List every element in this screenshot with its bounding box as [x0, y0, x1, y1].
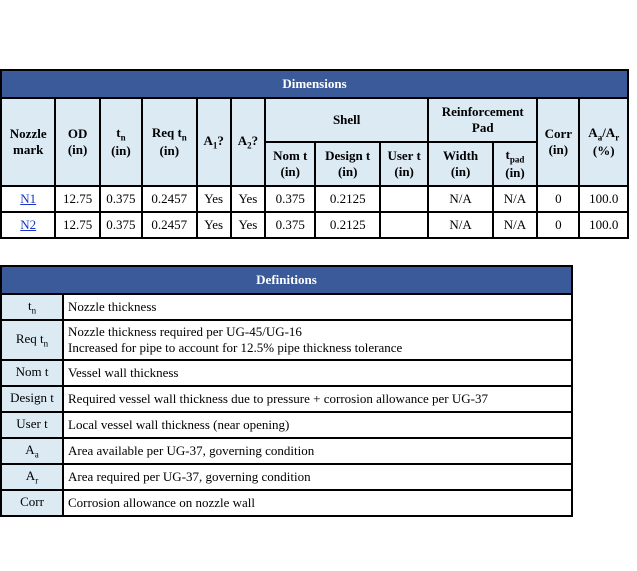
term-base: Nom t: [15, 364, 49, 380]
aa-ar-cell: 100.0: [579, 212, 628, 238]
col-reinforcement-pad: [428, 98, 537, 142]
definition-term: [1, 490, 63, 516]
table-row: [1, 186, 628, 212]
dimensions-title: Dimensions: [1, 70, 628, 98]
col-nozzle-mark-line2: mark: [13, 142, 44, 157]
a2-cell: Yes: [231, 186, 265, 212]
col-reinforcement-line1: Reinforcement: [441, 104, 524, 119]
col-tpad-base: t: [505, 147, 510, 163]
definition-term: [1, 438, 63, 464]
definition-term: [1, 360, 63, 386]
col-req-tn-unit: (in): [159, 142, 180, 158]
definition-term: [1, 320, 63, 360]
corr-cell: 0: [537, 186, 579, 212]
col-od-line1: OD: [67, 126, 88, 141]
definition-term: [1, 464, 63, 490]
definition-term: [1, 294, 63, 320]
dimensions-table: [0, 69, 629, 239]
col-user-t-line1: User t: [387, 148, 421, 163]
design-t-cell: 0.2125: [315, 212, 380, 238]
aa-ar-cell: 100.0: [579, 186, 628, 212]
definition-row: [1, 386, 572, 412]
col-a2-sub: 2: [247, 140, 252, 151]
term-sub: r: [35, 475, 39, 486]
col-design-t-line1: Design t: [325, 148, 371, 163]
col-nom-t-line2: (in): [280, 164, 300, 179]
col-aa-base: A: [588, 125, 598, 141]
definition-desc: Area required per UG-37, governing condition: [63, 464, 572, 490]
col-tpad-unit: (in): [505, 164, 525, 180]
col-aa-ar-unit: (%): [592, 142, 615, 158]
col-width: [428, 142, 493, 186]
term-base: Req t: [15, 331, 44, 347]
col-user-t-line2: (in): [394, 164, 414, 179]
definition-term: [1, 412, 63, 438]
definitions-table: [0, 265, 573, 517]
a1-cell: Yes: [197, 212, 231, 238]
col-tn-base: t: [116, 125, 121, 141]
col-corr-line1: Corr: [544, 126, 573, 141]
col-nozzle-mark: [1, 98, 55, 186]
definition-term: [1, 386, 63, 412]
od-cell: 12.75: [55, 212, 99, 238]
col-ar-base: /A: [602, 125, 616, 141]
col-a1-base: A: [203, 133, 213, 149]
term-sub: n: [31, 305, 37, 316]
definition-row: [1, 320, 572, 360]
tn-cell: 0.375: [100, 212, 142, 238]
term-base: t: [27, 298, 32, 314]
col-width-line1: Width: [442, 148, 479, 163]
nom-t-cell: 0.375: [265, 212, 315, 238]
col-nozzle-mark-line1: Nozzle: [9, 126, 47, 141]
col-aa-ar: [579, 98, 628, 186]
term-base: Design t: [10, 390, 54, 406]
col-design-t-line2: (in): [337, 164, 358, 179]
user-t-cell: [380, 212, 428, 238]
col-user-t: [380, 142, 428, 186]
term-sub: a: [34, 449, 39, 460]
nozzle-mark-cell: [1, 186, 55, 212]
definition-row: [1, 464, 572, 490]
design-t-cell: 0.2125: [315, 186, 380, 212]
col-od: [55, 98, 99, 186]
term-base: A: [25, 442, 35, 458]
definition-row: [1, 360, 572, 386]
col-design-t: [315, 142, 380, 186]
col-a1-sub: 1: [212, 140, 218, 151]
col-a1: [197, 98, 231, 186]
req-tn-cell: 0.2457: [142, 212, 196, 238]
col-ar-sub: r: [615, 132, 620, 143]
col-corr: [537, 98, 579, 186]
col-req-tn-base: Req t: [151, 125, 182, 141]
nozzle-mark-cell: [1, 212, 55, 238]
col-a2: [231, 98, 265, 186]
term-base: A: [25, 468, 36, 484]
col-corr-line2: (in): [548, 142, 569, 157]
tn-cell: 0.375: [100, 186, 142, 212]
definitions-title: Definitions: [1, 266, 572, 294]
definition-row: [1, 412, 572, 438]
tpad-cell: N/A: [493, 186, 537, 212]
table-row: [1, 212, 628, 238]
definition-desc: Nozzle thickness: [63, 294, 572, 320]
definition-desc: Area available per UG-37, governing condition: [63, 438, 572, 464]
col-tn-unit: (in): [111, 142, 131, 158]
corr-cell: 0: [537, 212, 579, 238]
col-a2-q: ?: [251, 133, 259, 149]
col-a1-q: ?: [217, 133, 224, 149]
definition-desc: Corrosion allowance on nozzle wall: [63, 490, 572, 516]
col-nom-t-line1: Nom t: [273, 148, 308, 163]
tpad-cell: N/A: [493, 212, 537, 238]
nom-t-cell: 0.375: [265, 186, 315, 212]
nozzle-link[interactable]: N1: [20, 191, 37, 206]
term-base: Corr: [20, 494, 44, 510]
col-width-line2: (in): [450, 164, 471, 179]
definition-desc: [63, 320, 572, 360]
definition-row: [1, 438, 572, 464]
width-cell: N/A: [428, 212, 493, 238]
od-cell: 12.75: [55, 186, 99, 212]
a1-cell: Yes: [197, 186, 231, 212]
col-reinforcement-line2: Pad: [471, 120, 494, 135]
definition-desc: Required vessel wall thickness due to pressure + corrosion allowance per UG-37: [63, 386, 572, 412]
col-nom-t: [265, 142, 315, 186]
definition-desc-line1: Nozzle thickness required per UG-45/UG-16: [68, 324, 302, 339]
definition-row: [1, 490, 572, 516]
col-tn-sub: n: [120, 132, 126, 143]
col-shell: Shell: [265, 98, 428, 142]
col-a2-base: A: [237, 133, 248, 149]
term-base: User t: [16, 416, 48, 432]
nozzle-link[interactable]: N2: [20, 217, 37, 232]
user-t-cell: [380, 186, 428, 212]
col-tn: [100, 98, 142, 186]
col-tpad: [493, 142, 537, 186]
col-aa-sub: a: [597, 132, 603, 143]
definition-desc-line2: Increased for pipe to account for 12.5% pipe thickness tolerance: [68, 340, 403, 355]
term-sub: n: [43, 338, 49, 349]
width-cell: N/A: [428, 186, 493, 212]
col-od-line2: (in): [67, 142, 88, 157]
col-tpad-sub: pad: [509, 154, 525, 165]
col-req-tn-sub: n: [181, 132, 187, 143]
definition-desc: Vessel wall thickness: [63, 360, 572, 386]
a2-cell: Yes: [231, 212, 265, 238]
req-tn-cell: 0.2457: [142, 186, 196, 212]
col-req-tn: [142, 98, 196, 186]
definition-desc: Local vessel wall thickness (near opening): [63, 412, 572, 438]
definition-row: [1, 294, 572, 320]
